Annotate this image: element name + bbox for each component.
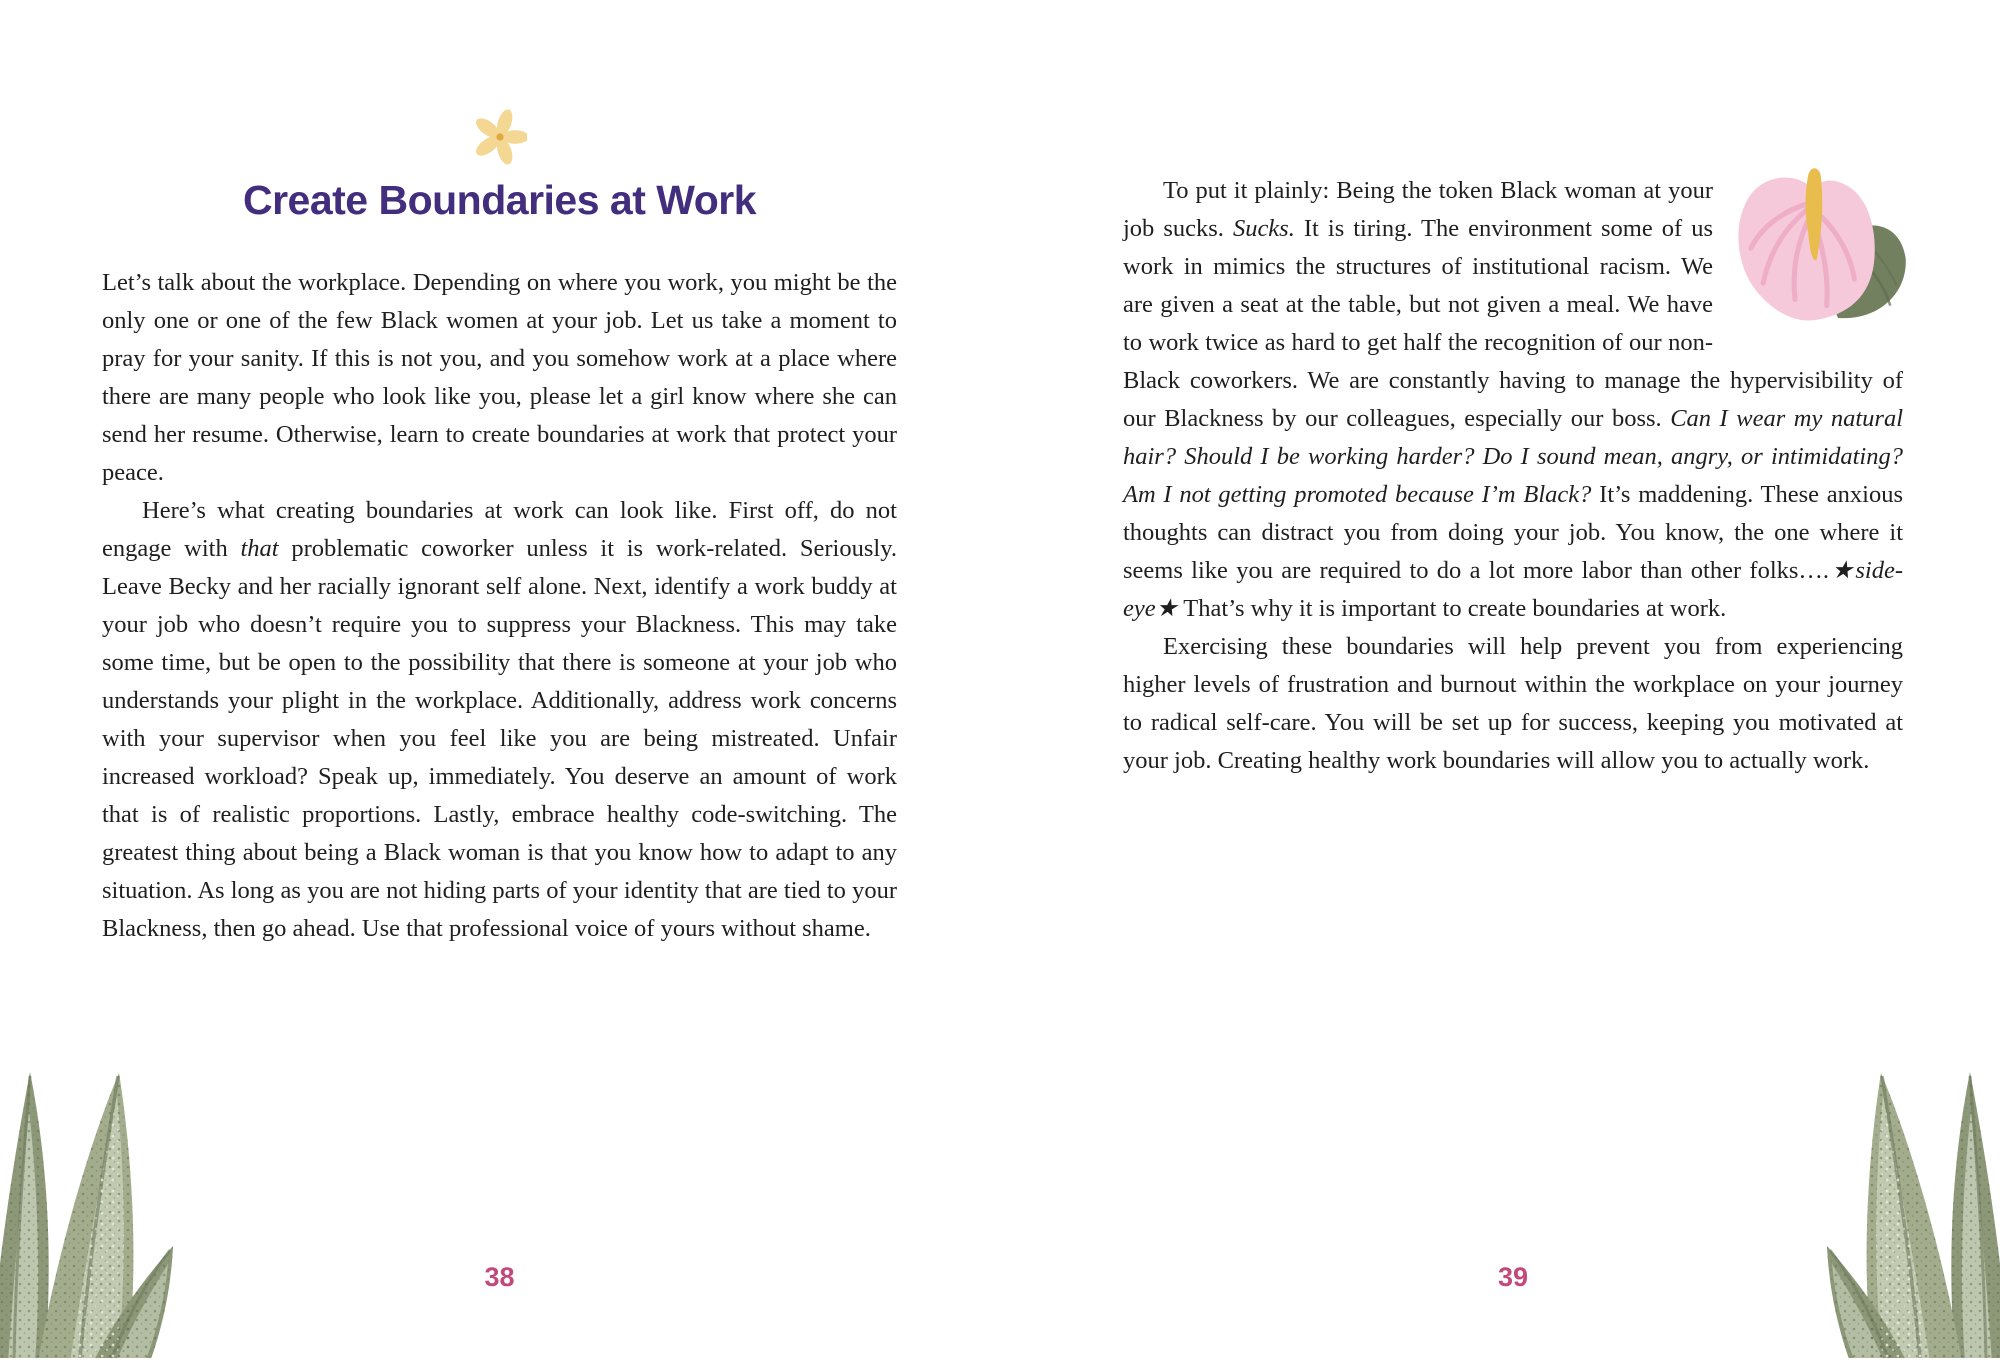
paragraph: Exercising these boundaries will help prevent you from experiencing higher levels of frustration and burnout within the workplace on your journey to radical self-care. You will be set up for success, keeping you motivated at your job. Creating healthy work boundaries will allow you to actually work. [1123, 633, 1903, 774]
right-page-body [1123, 172, 1903, 780]
page-number-right: 39 [1497, 1262, 1529, 1292]
aloe-plant-right-icon [1790, 1066, 2000, 1363]
chapter-title: Create Boundaries at Work [242, 177, 757, 223]
pink-anthurium-icon [1714, 164, 1919, 354]
paragraph: To put it plainly: Being the token Black woman at your job sucks. Sucks. It is tiring. The environment some of us work in mimics the structures of institutional racism. We are given a seat at the table, but not given a meal. We have to work twice as hard to get half the recognition of our non-Black coworkers. We are constantly having to manage the hypervisibility of our Blackness by our colleagues, especially our boss. Can I wear my natural hair? Should I be working harder? Do I sound mean, angry, or intimidating? Am I not getting promoted because I’m Black? It’s maddening. These anxious thoughts can distract you from doing your job. You know, the one where it seems like you are required to do a lot more labor than other folks….★side-eye★ That’s why it is important to create boundaries at work. [1123, 177, 1904, 622]
chapter-header [102, 108, 897, 224]
page-number-left: 38 [484, 1262, 515, 1292]
aloe-plant-left-icon [0, 1066, 210, 1363]
left-page-body [102, 264, 897, 948]
paragraph: Let’s talk about the workplace. Depending on where you work, you might be the only one or one of the few Black women at your job. Let us take a moment to pray for your sanity. If this is not you, and you somehow work at a place where there are many people who look like you, please let a girl know where she can send her resume. Otherwise, learn to create boundaries at work that protect your peace. [102, 269, 897, 486]
paragraph: Here’s what creating boundaries at work can look like. First off, do not engage with that problematic coworker unless it is work-related. Seriously. Leave Becky and her racially ignorant self alone. Next, identify a work buddy at your job who doesn’t require you to suppress your Blackness. This may take some time, but be open to the possibility that there is someone at your job who understands your plight in the workplace. Additionally, address work concerns with your supervisor when you feel like you are being mistreated. Unfair increased workload? Speak up, immediately. You deserve an amount of work that is of realistic proportions. Lastly, embrace healthy code-switching. The greatest thing about being a Black woman is that you know how to adapt to any situation. As long as you are not hiding parts of your identity that are tied to your Blackness, then go ahead. Use that professional voice of yours without shame. [102, 497, 897, 942]
yellow-flower-icon [473, 108, 527, 171]
anthurium-illustration [1713, 172, 1903, 362]
